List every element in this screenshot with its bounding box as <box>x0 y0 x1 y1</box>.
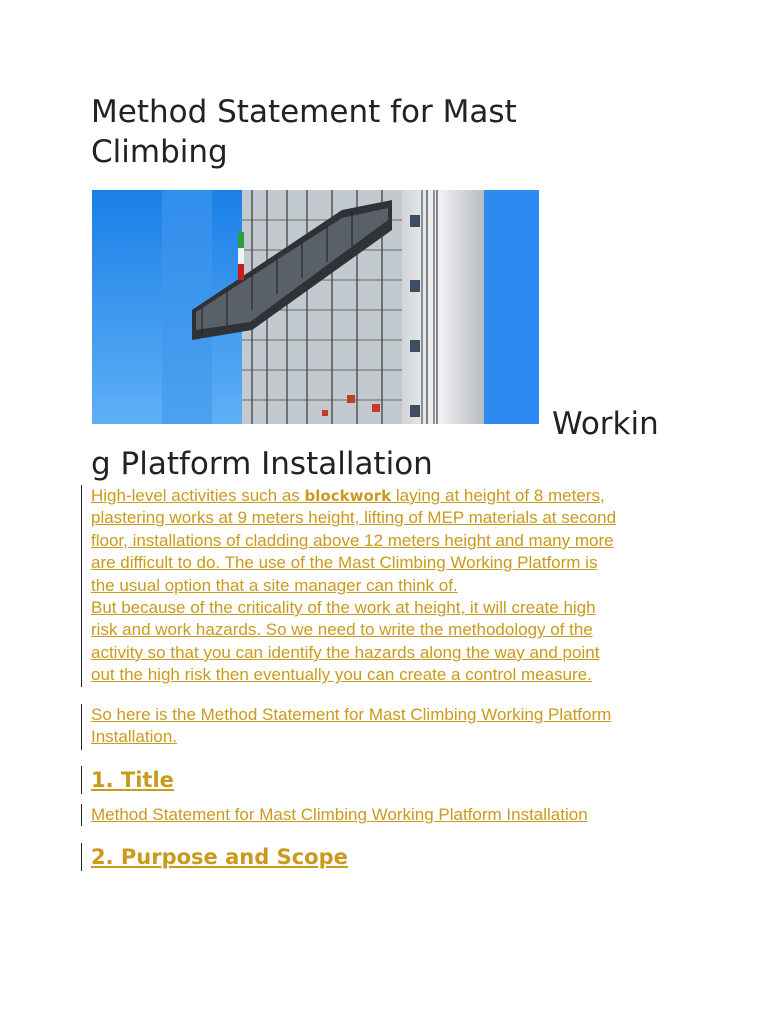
section-2-heading-block <box>81 843 391 871</box>
text-line: So here is the Method Statement for Mast Climbing Working Platform <box>91 705 612 724</box>
text-line: out the high risk then eventually you can create a control measure. <box>91 665 592 685</box>
title-line-2: Climbing <box>91 134 228 170</box>
section-1-heading-block <box>81 766 391 794</box>
intro-paragraph-2[interactable] <box>91 597 691 687</box>
section-1-body[interactable]: Method Statement for Mast Climbing Working Platform Installation <box>91 805 588 824</box>
page-title-continued-line: g Platform Installation <box>91 446 433 482</box>
text-line: activity so that you can identify the hazards along the way and point <box>91 642 600 662</box>
text-line: floor, installations of cladding above 12 meters height and many more <box>91 530 614 550</box>
intro-block <box>81 485 691 687</box>
text-run: laying at height of 8 meters, <box>391 486 605 505</box>
title-line-1: Method Statement for Mast <box>91 94 517 130</box>
text-line: plastering works at 9 meters height, lifting of MEP materials at second <box>91 508 617 528</box>
text-line: are difficult to do. The use of the Mast Climbing Working Platform is <box>91 553 598 573</box>
section-heading-title[interactable]: 1. Title <box>91 768 174 792</box>
text-line: the usual option that a site manager can think of. <box>91 575 458 595</box>
text-run: High-level activities such as <box>91 486 305 505</box>
mast-climbing-platform-photo <box>92 190 539 424</box>
section-heading-purpose-scope[interactable]: 2. Purpose and Scope <box>91 845 348 869</box>
page-title-continued: Workin <box>552 406 659 442</box>
text-line <box>91 485 691 507</box>
intro-paragraph-3[interactable] <box>91 704 691 749</box>
section-1-body-block <box>81 804 691 826</box>
text-run-bold: blockwork <box>304 487 392 505</box>
intro-paragraph-1[interactable] <box>91 485 691 597</box>
intro-summary-block <box>81 704 691 750</box>
text-line: Installation. <box>91 727 177 747</box>
text-line: risk and work hazards. So we need to write the methodology of the <box>91 620 593 640</box>
page-title <box>91 92 691 172</box>
text-line: But because of the criticality of the work at height, it will create high <box>91 598 596 618</box>
